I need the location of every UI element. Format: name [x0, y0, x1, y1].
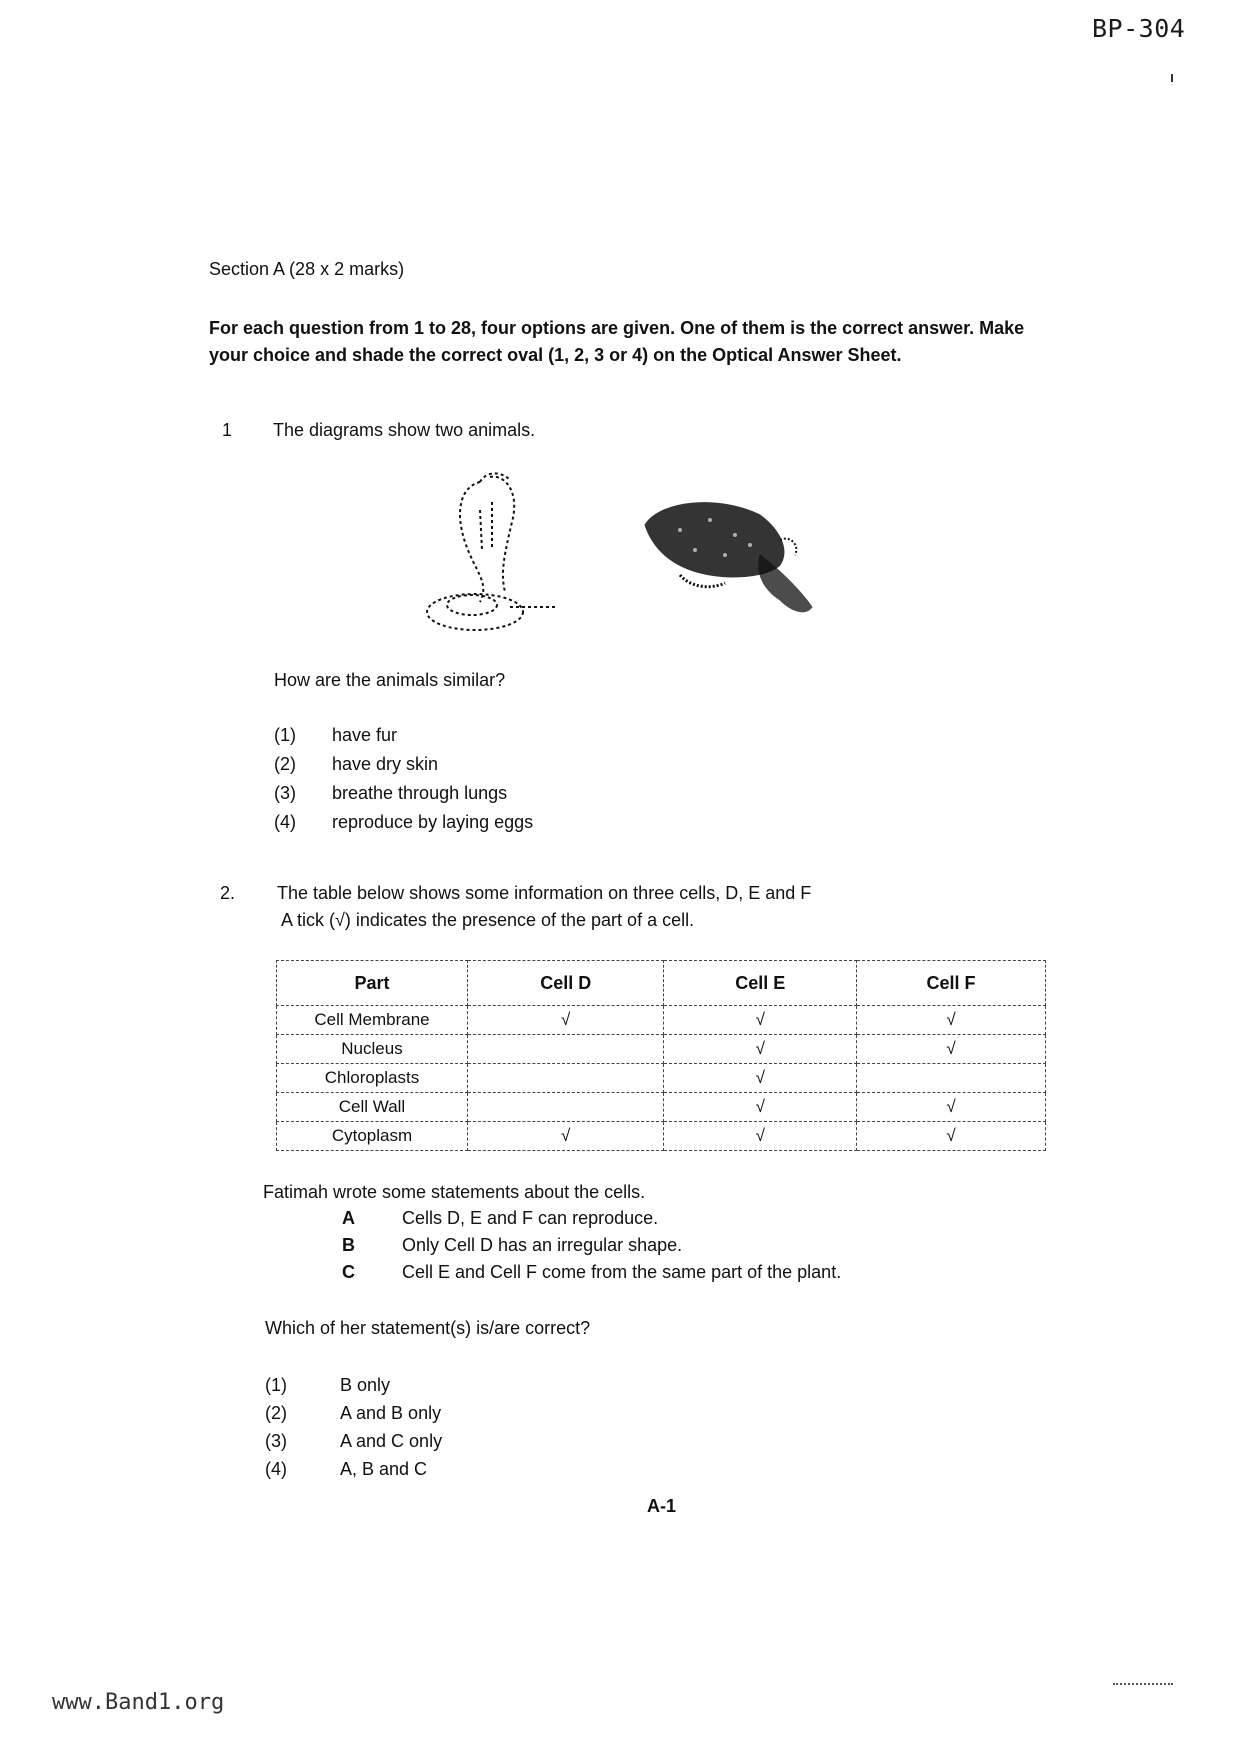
cell-parts-table: [276, 960, 1046, 1151]
option-text: reproduce by laying eggs: [332, 812, 534, 832]
cell-e-tick: √: [664, 1122, 857, 1151]
cell-d-tick: [468, 1093, 664, 1122]
question-2-prompt: Which of her statement(s) is/are correct?: [265, 1318, 591, 1338]
option-text: A and B only: [340, 1403, 442, 1423]
cell-f-tick: √: [857, 1006, 1046, 1035]
option-number: (1): [274, 725, 296, 745]
header-part: Part: [277, 961, 468, 1006]
option-number: (3): [265, 1431, 287, 1451]
option-number: (2): [265, 1403, 287, 1423]
part-name: Cell Wall: [277, 1093, 468, 1122]
cell-f-tick: [857, 1064, 1046, 1093]
section-title: Section A (28 x 2 marks): [209, 259, 405, 279]
page-number: A-1: [647, 1496, 677, 1516]
cell-e-tick: √: [664, 1064, 857, 1093]
table-row: [277, 1122, 1046, 1151]
cell-f-tick: √: [857, 1035, 1046, 1064]
part-name: Chloroplasts: [277, 1064, 468, 1093]
statement-letter: B: [342, 1235, 355, 1255]
header-cell-d: Cell D: [468, 961, 664, 1006]
statements-intro: Fatimah wrote some statements about the cells.: [263, 1182, 646, 1202]
cell-e-tick: √: [664, 1006, 857, 1035]
table-row: [277, 1093, 1046, 1122]
table-header-row: [277, 961, 1046, 1006]
question-2-stem-line-1: The table below shows some information on three cells, D, E and F: [277, 883, 812, 903]
question-1-prompt: How are the animals similar?: [274, 670, 506, 690]
header-cell-f: Cell F: [857, 961, 1046, 1006]
cell-d-tick: [468, 1035, 664, 1064]
option-number: (2): [274, 754, 296, 774]
table-row: [277, 1064, 1046, 1093]
statement-text: Cells D, E and F can reproduce.: [402, 1208, 659, 1228]
question-1-stem: The diagrams show two animals.: [273, 420, 536, 440]
header-cell-e: Cell E: [664, 961, 857, 1006]
beaver-icon: [640, 495, 820, 620]
document-code: BP-304: [1092, 14, 1186, 43]
question-2-stem-line-2: A tick (√) indicates the presence of the part of a cell.: [281, 910, 695, 930]
instructions: For each question from 1 to 28, four options are given. One of them is the correct answer. Make your choice and shade the correct oval (1, 2, 3 or 4) on the Optical Answer Sheet.: [209, 318, 1025, 365]
option-text: breathe through lungs: [332, 783, 508, 803]
part-name: Cell Membrane: [277, 1006, 468, 1035]
cell-e-tick: √: [664, 1093, 857, 1122]
statement-letter: C: [342, 1262, 355, 1282]
cell-d-tick: √: [468, 1006, 664, 1035]
cell-e-tick: √: [664, 1035, 857, 1064]
cell-d-tick: √: [468, 1122, 664, 1151]
option-text: have dry skin: [332, 754, 439, 774]
option-text: A, B and C: [340, 1459, 428, 1479]
table-row: [277, 1035, 1046, 1064]
footer-website: www.Band1.org: [52, 1690, 225, 1715]
statement-text: Cell E and Cell F come from the same part of the plant.: [402, 1262, 842, 1282]
option-text: A and C only: [340, 1431, 443, 1451]
statement-letter: A: [342, 1208, 355, 1228]
cell-f-tick: √: [857, 1122, 1046, 1151]
scan-mark-footer: [1113, 1683, 1173, 1688]
statement-text: Only Cell D has an irregular shape.: [402, 1235, 683, 1255]
question-1-number: 1: [222, 420, 233, 440]
option-number: (3): [274, 783, 296, 803]
scan-mark: [1171, 74, 1173, 82]
cell-d-tick: [468, 1064, 664, 1093]
option-text: have fur: [332, 725, 398, 745]
option-number: (1): [265, 1375, 287, 1395]
option-number: (4): [274, 812, 296, 832]
cell-f-tick: √: [857, 1093, 1046, 1122]
option-text: B only: [340, 1375, 391, 1395]
snake-icon: [420, 462, 580, 632]
part-name: Nucleus: [277, 1035, 468, 1064]
table-row: [277, 1006, 1046, 1035]
question-2-number: 2.: [220, 883, 236, 903]
part-name: Cytoplasm: [277, 1122, 468, 1151]
option-number: (4): [265, 1459, 287, 1479]
